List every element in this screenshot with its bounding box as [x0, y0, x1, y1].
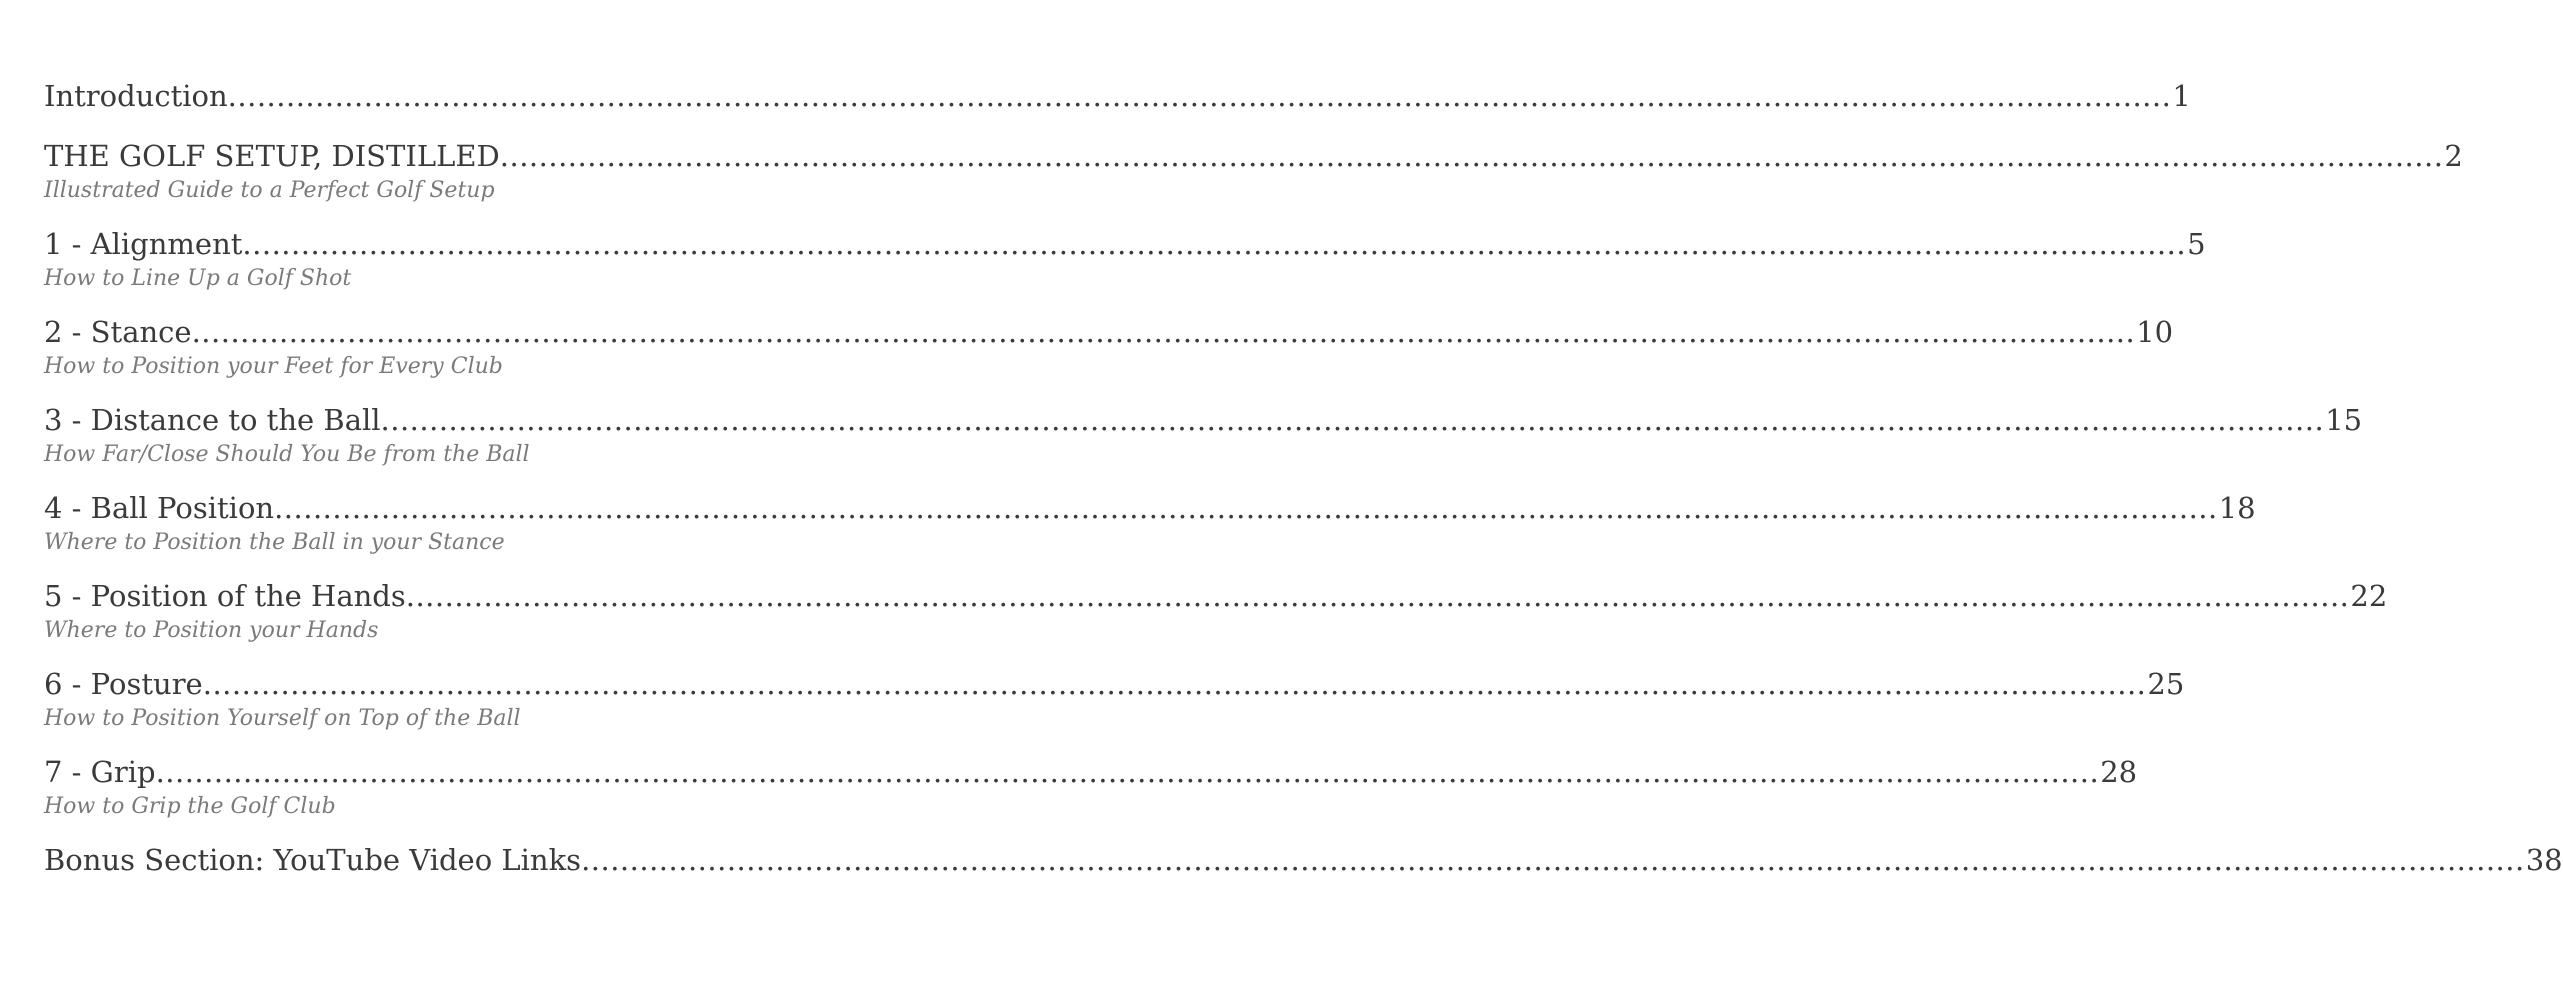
toc-entry-title[interactable]: 7 - Grip — [44, 755, 156, 789]
toc-entry-subtitle: How Far/Close Should You Be from the Ball — [44, 442, 530, 467]
toc-line[interactable] — [44, 488, 2256, 528]
dot-leader: ........................................................................................................................................................................................................ — [202, 667, 2147, 701]
toc-entry-distance-to-ball[interactable] — [44, 400, 2363, 470]
toc-line[interactable] — [44, 400, 2363, 440]
toc-line[interactable] — [44, 224, 2206, 264]
toc-entry-position-of-hands[interactable] — [44, 576, 2388, 646]
toc-line[interactable] — [44, 752, 2138, 792]
toc-page-number[interactable]: 25 — [2147, 667, 2185, 701]
toc-entry-subtitle: Illustrated Guide to a Perfect Golf Setup — [44, 178, 495, 203]
dot-leader: ........................................................................................................................................................................................................ — [380, 403, 2325, 437]
toc-entry-introduction[interactable] — [44, 76, 2191, 116]
toc-page-number[interactable]: 5 — [2187, 227, 2206, 261]
toc-line[interactable] — [44, 312, 2174, 352]
toc-entry-title[interactable]: 3 - Distance to the Ball — [44, 403, 381, 437]
toc-entry-title[interactable]: 1 - Alignment — [44, 227, 243, 261]
toc-entry-posture[interactable] — [44, 664, 2185, 734]
table-of-contents — [44, 76, 2563, 880]
dot-leader: ........................................................................................................................................................................................................ — [191, 315, 2136, 349]
toc-entry-title[interactable]: Bonus Section: YouTube Video Links — [44, 843, 582, 877]
dot-leader: ........................................................................................................................................................................................................ — [581, 843, 2525, 877]
toc-page-number[interactable]: 2 — [2444, 139, 2463, 173]
toc-page-number[interactable]: 15 — [2325, 403, 2363, 437]
toc-page-number[interactable]: 18 — [2218, 491, 2256, 525]
toc-line[interactable] — [44, 576, 2388, 616]
dot-leader: ........................................................................................................................................................................................................ — [227, 79, 2172, 113]
toc-entry-subtitle: How to Position your Feet for Every Club — [44, 354, 503, 379]
toc-page-number[interactable]: 38 — [2525, 843, 2563, 877]
dot-leader: ........................................................................................................................................................................................................ — [274, 491, 2218, 525]
toc-entry-title[interactable]: THE GOLF SETUP, DISTILLED — [44, 139, 500, 173]
toc-entry-grip[interactable] — [44, 752, 2138, 822]
toc-entry-subtitle: How to Line Up a Golf Shot — [44, 266, 352, 291]
toc-entry-title[interactable]: 2 - Stance — [44, 315, 192, 349]
toc-line[interactable] — [44, 136, 2463, 176]
toc-entry-title[interactable]: Introduction — [44, 79, 228, 113]
toc-page-number[interactable]: 10 — [2136, 315, 2174, 349]
toc-entry-golf-setup-distilled[interactable] — [44, 136, 2463, 206]
toc-entry-subtitle: How to Grip the Golf Club — [44, 794, 336, 819]
dot-leader: ........................................................................................................................................................................................................ — [242, 227, 2187, 261]
toc-page-number[interactable]: 28 — [2100, 755, 2138, 789]
toc-entry-title[interactable]: 4 - Ball Position — [44, 491, 275, 525]
dot-leader: ........................................................................................................................................................................................................ — [499, 139, 2444, 173]
toc-entry-subtitle: Where to Position the Ball in your Stance — [44, 530, 505, 555]
toc-entry-subtitle: How to Position Yourself on Top of the Ball — [44, 706, 521, 731]
toc-line[interactable] — [44, 664, 2185, 704]
toc-page-number[interactable]: 1 — [2172, 79, 2191, 113]
dot-leader: ........................................................................................................................................................................................................ — [405, 579, 2350, 613]
toc-entry-alignment[interactable] — [44, 224, 2206, 294]
toc-entry-stance[interactable] — [44, 312, 2174, 382]
toc-page-number[interactable]: 22 — [2350, 579, 2388, 613]
dot-leader: ........................................................................................................................................................................................................ — [155, 755, 2100, 789]
toc-line[interactable] — [44, 840, 2563, 880]
toc-entry-subtitle: Where to Position your Hands — [44, 618, 379, 643]
toc-entry-title[interactable]: 5 - Position of the Hands — [44, 579, 406, 613]
toc-entry-bonus-section[interactable] — [44, 840, 2563, 880]
toc-entry-ball-position[interactable] — [44, 488, 2256, 558]
toc-entry-title[interactable]: 6 - Posture — [44, 667, 203, 701]
toc-line[interactable] — [44, 76, 2191, 116]
